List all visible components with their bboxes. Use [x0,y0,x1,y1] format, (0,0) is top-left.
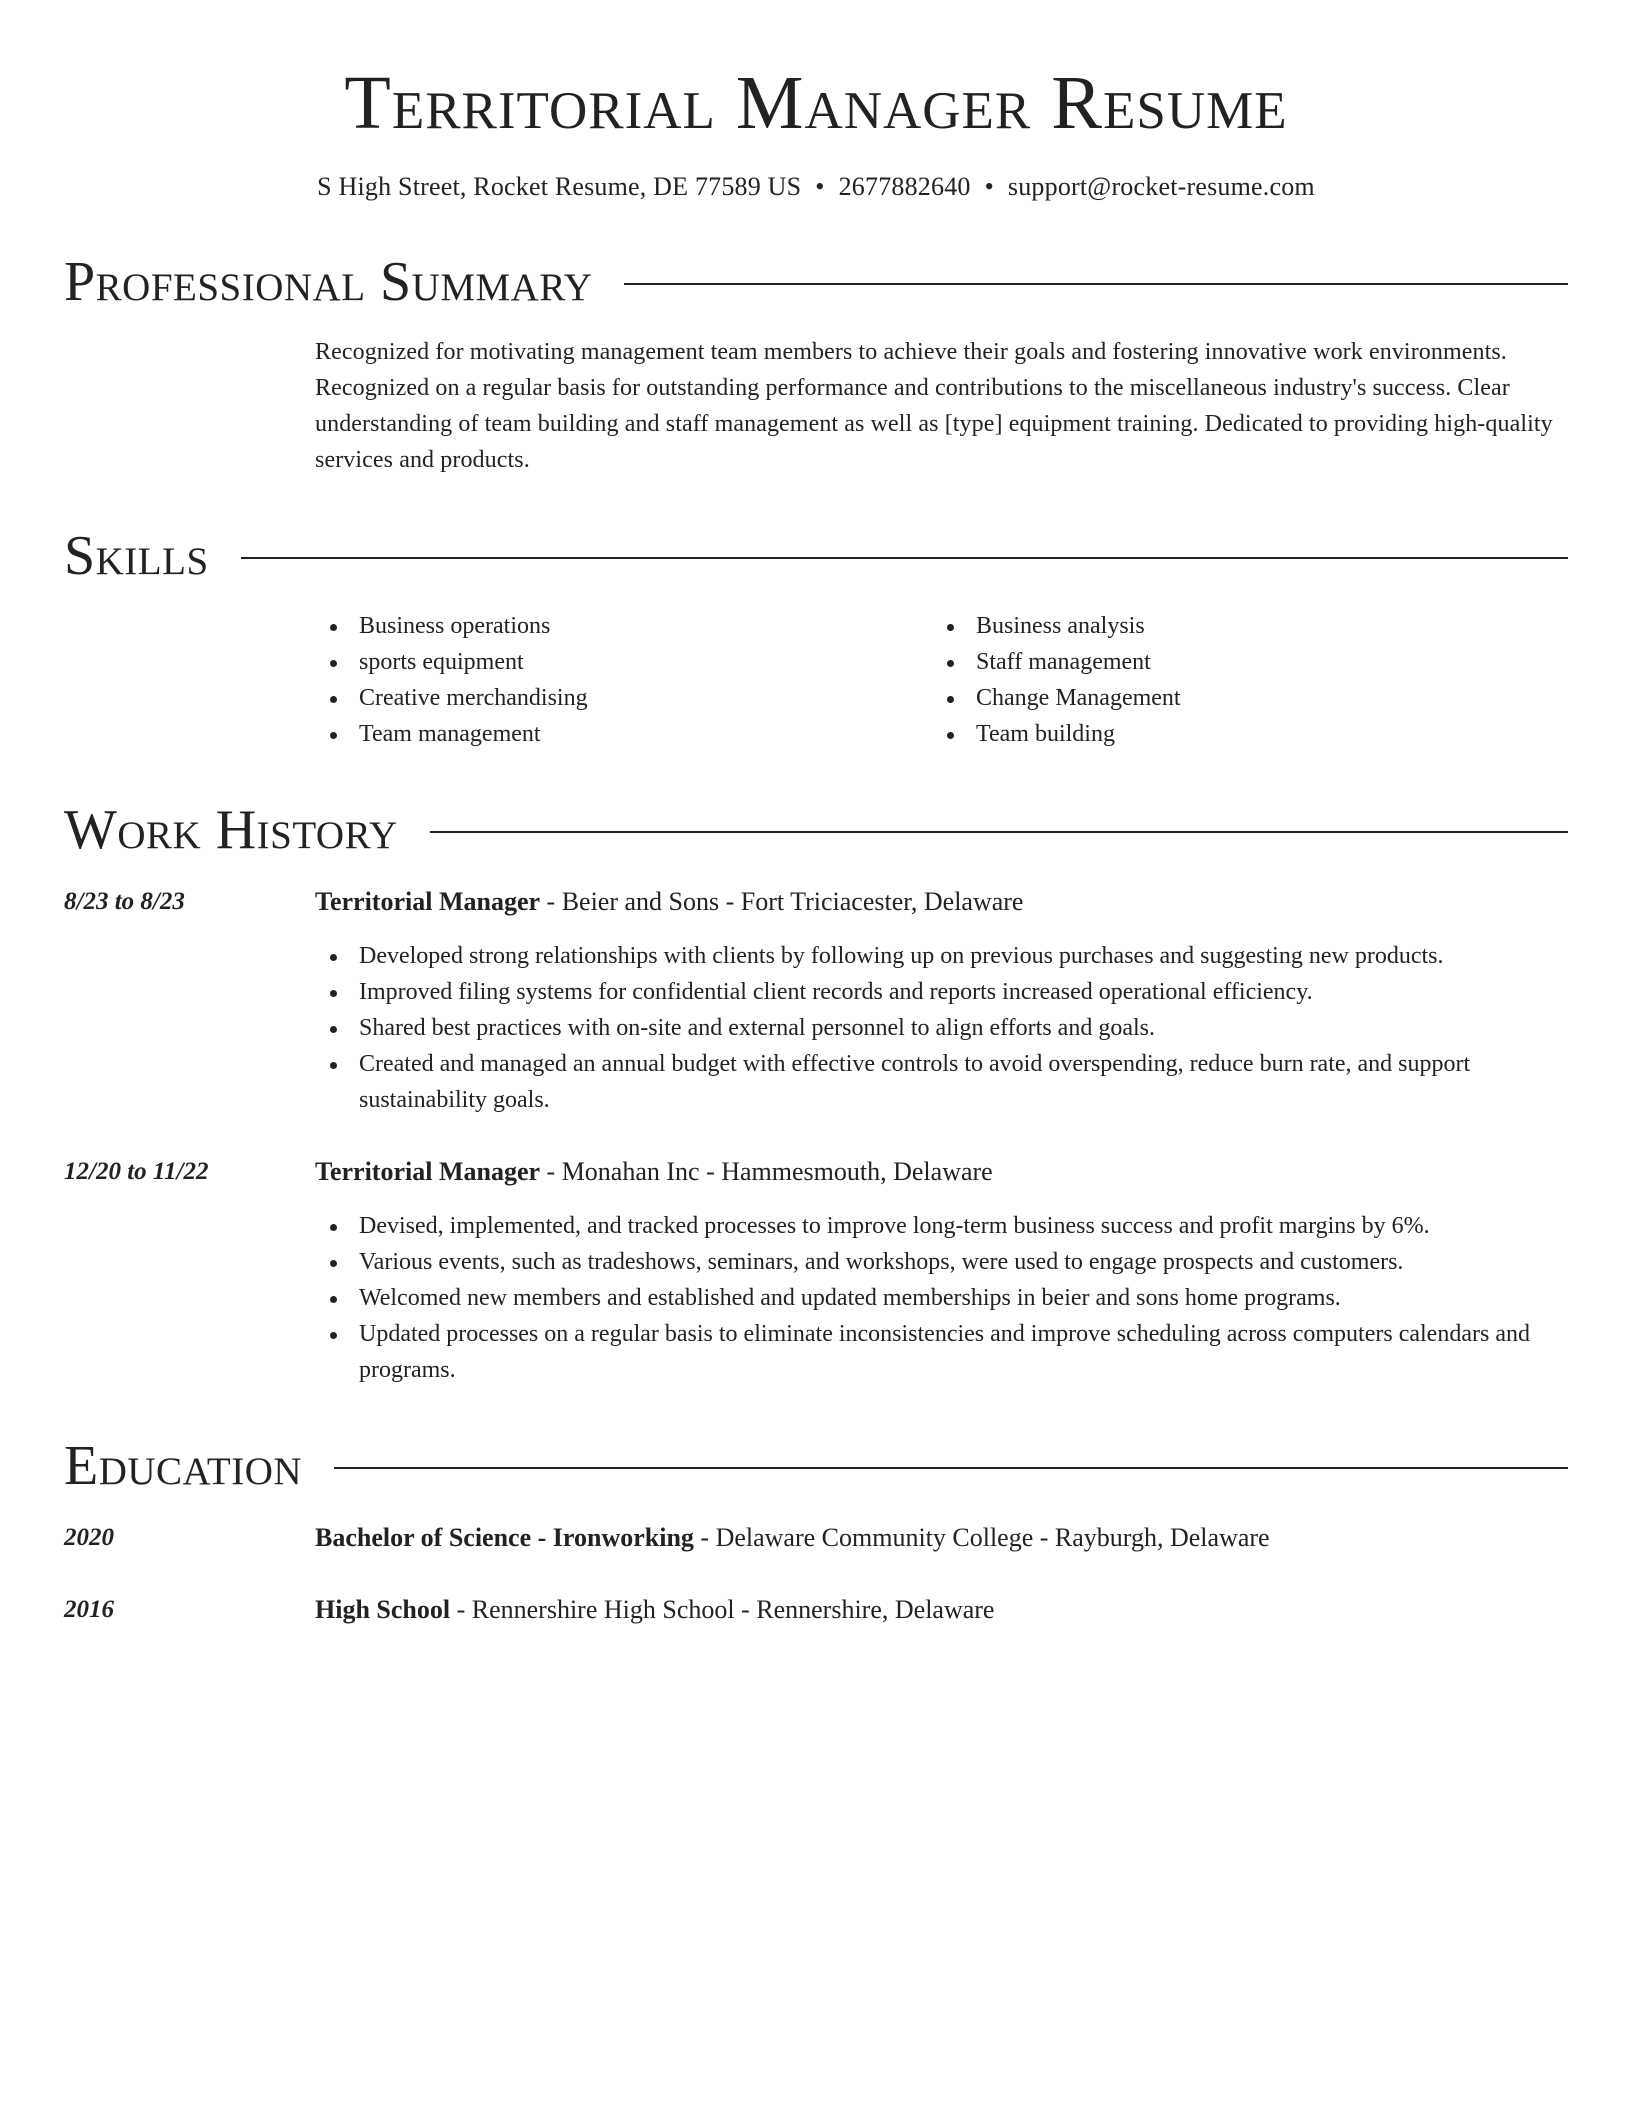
job-bullet: Developed strong relationships with clients by following up on previous purchases and suggesting new products. [315,938,1568,974]
contact-line [64,170,1568,204]
skill-item: Change Management [932,680,1549,716]
job-bullet: Welcomed new members and established and updated memberships in beier and sons home programs. [315,1280,1568,1316]
job-entry [64,1154,1568,1190]
contact-phone: 2677882640 [838,172,971,201]
skill-item: Business analysis [932,608,1549,644]
job-title: Territorial Manager [315,887,541,916]
education-entry [64,1592,1568,1628]
job-dates: 12/20 to 11/22 [64,1158,209,1185]
job-bullet: Created and managed an annual budget with effective controls to avoid overspending, reduce burn rate, and support sustainability goals. [315,1046,1568,1118]
skills-list [315,608,1568,752]
education-heading: Education [64,1435,303,1497]
skill-item: Business operations [315,608,932,644]
job-bullets [315,1208,1568,1388]
education-details: - Delaware Community College - Rayburgh, Delaware [693,1523,1270,1552]
job-entry [64,884,1568,920]
work-section-header [64,798,1568,862]
job-heading [315,884,1568,920]
job-heading [315,1154,1568,1190]
skill-item: Creative merchandising [315,680,932,716]
skill-item: sports equipment [315,644,932,680]
education-degree: High School [315,1595,451,1624]
education-heading-line [315,1520,1568,1556]
summary-section-header [64,250,1568,314]
skills-column-right [932,608,1549,752]
resume-title: Territorial Manager Resume [344,61,1288,145]
job-bullet: Improved filing systems for confidential client records and reports increased operational efficiency. [315,974,1568,1010]
work-heading: Work History [64,799,398,861]
education-year: 2020 [64,1524,114,1551]
job-details: - Beier and Sons - Fort Triciacester, Delaware [540,887,1024,916]
contact-separator: • [984,172,994,201]
education-section-header [64,1434,1568,1498]
education-year: 2016 [64,1596,114,1623]
education-details: - Rennershire High School - Rennershire, Delaware [450,1595,995,1624]
section-divider [334,1467,1568,1469]
skills-column-left [315,608,932,752]
summary-text: Recognized for motivating management team members to achieve their goals and fostering innovative work environments. Recognized on a regular basis for outstanding performance and contributions to the miscellaneous industry's success. Clear understanding of team building and staff management as well as [type] equipment training. Dedicated to providing high-quality services and products. [315,339,1553,473]
contact-separator: • [815,172,825,201]
skill-item: Team building [932,716,1549,752]
job-bullet: Updated processes on a regular basis to eliminate inconsistencies and improve scheduling across computers calendars and programs. [315,1316,1568,1388]
job-bullet: Shared best practices with on-site and external personnel to align efforts and goals. [315,1010,1568,1046]
skill-item: Team management [315,716,932,752]
contact-address: S High Street, Rocket Resume, DE 77589 US [317,172,802,201]
skill-item: Staff management [932,644,1549,680]
resume-page [64,0,1568,1628]
summary-heading: Professional Summary [64,251,593,313]
job-details: - Monahan Inc - Hammesmouth, Delaware [540,1157,993,1186]
section-divider [624,283,1568,285]
job-bullets [315,938,1568,1118]
skills-section-header [64,524,1568,588]
contact-email: support@rocket-resume.com [1007,172,1315,201]
education-entry [64,1520,1568,1556]
education-degree: Bachelor of Science - Ironworking [315,1523,694,1552]
skills-heading: Skills [64,525,209,587]
job-bullet: Devised, implemented, and tracked processes to improve long-term business success and profit margins by 6%. [315,1208,1568,1244]
job-title: Territorial Manager [315,1157,541,1186]
job-dates: 8/23 to 8/23 [64,888,185,915]
section-divider [241,557,1568,559]
section-divider [430,831,1568,833]
job-bullet: Various events, such as tradeshows, seminars, and workshops, were used to engage prospects and customers. [315,1244,1568,1280]
education-heading-line [315,1592,1568,1628]
